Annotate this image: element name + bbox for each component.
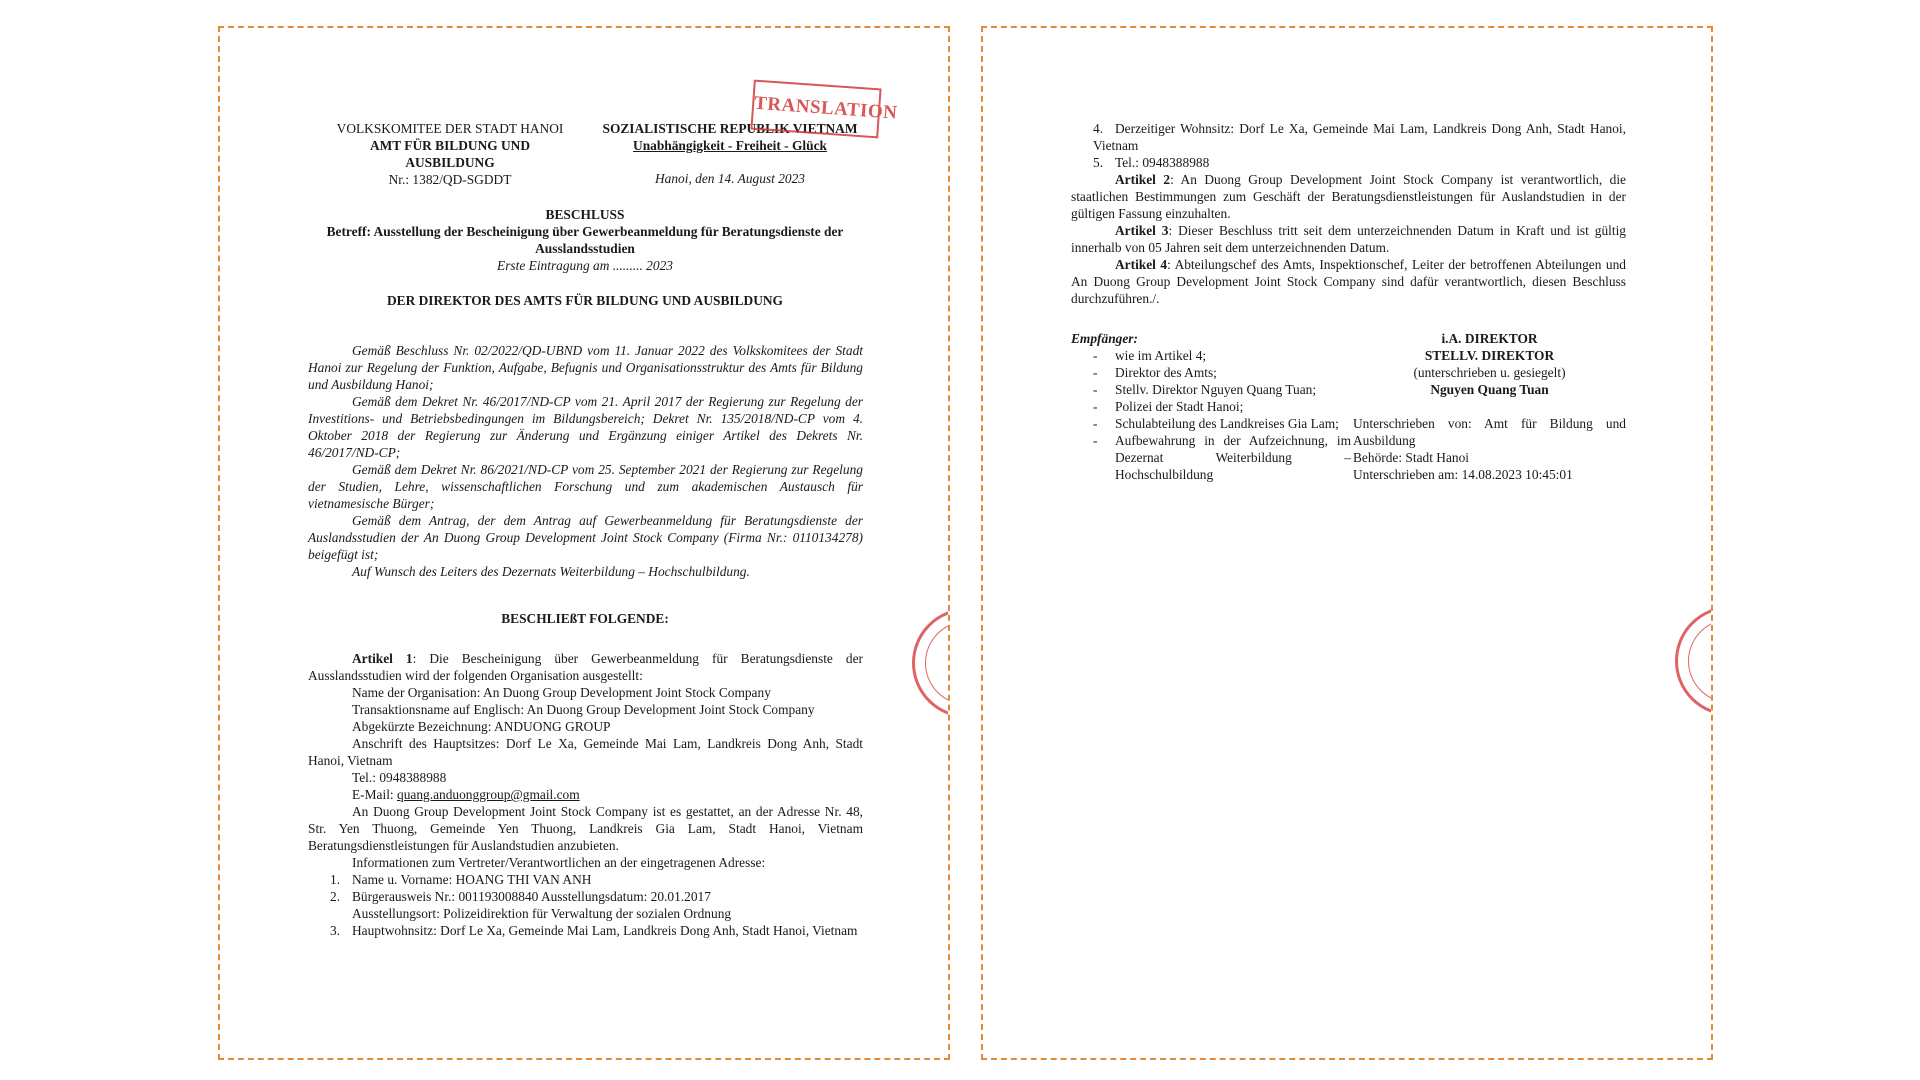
list-item [308,888,863,905]
list-item [1071,154,1626,171]
list-text: Hauptwohnsitz: Dorf Le Xa, Gemeinde Mai Lam, Landkreis Dong Anh, Stadt Hanoi, Vietnam [352,923,858,938]
permitted-address: An Duong Group Development Joint Stock Company ist es gestattet, an der Adresse Nr. 48, Str. Yen Thuong, Gemeinde Yen Thuong, Landkreis Gia Lam, Stadt Hanoi, Vietnam Beratungsdienstleistungen für Auslandstudien anzubieten. [308,804,863,853]
document-title: BESCHLUSS [545,207,625,222]
telephone: Tel.: 0948388988 [352,770,447,785]
list-number: 2. [330,889,341,904]
preamble-paragraph: Auf Wunsch des Leiters des Dezernats Weiterbildung – Hochschulbildung. [352,564,750,579]
article-2 [1071,171,1626,222]
list-item [308,922,863,939]
preamble [308,342,863,580]
signer-title-1: i.A. DIREKTOR [1441,331,1538,346]
issuer-line-3: AUSBILDUNG [405,155,495,170]
article-4-text: : Abteilungschef des Amts, Inspektionschef, Leiter der betroffenen Abteilungen und An Duong Group Development Joint Stock Company sind dafür verantwortlich, diesen Beschluss durchzuführen./. [1071,257,1626,306]
trade-name: Transaktionsname auf Englisch: An Duong Group Development Joint Stock Company [352,702,815,717]
article-3-label: Artikel 3 [1115,223,1169,238]
list-item: - wie im Artikel 4; [1071,347,1351,364]
preamble-paragraph: Gemäß Beschluss Nr. 02/2022/QD-UBND vom 11. Januar 2022 des Volkskomitees der Stadt Hanoi zur Regelung der Funktion, Aufgabe, Befugnis und Organisationsstruktur des Amts für Bildung und Ausbildung Hanoi; [308,343,863,392]
list-item: - Polizei der Stadt Hanoi; [1071,398,1351,415]
article-2-label: Artikel 2 [1115,172,1171,187]
document-page-left [218,26,950,1060]
signer-note: (unterschrieben u. gesiegelt) [1413,365,1566,380]
list-item [1071,120,1626,154]
article-1 [308,650,863,939]
list-number: 4. [1093,121,1104,136]
state-name: SOZIALISTISCHE REPUBLIK VIETNAM [602,121,858,136]
translation-stamp: TRANSLATION [750,80,881,139]
official-seal-icon [1675,606,1713,716]
email-line [308,786,863,803]
first-registration: Erste Eintragung am ......... 2023 [497,258,673,273]
email-label: E-Mail: [352,787,397,802]
preamble-paragraph: Gemäß dem Dekret Nr. 46/2017/ND-CP vom 21. April 2017 der Regierung zur Regelung der Investitions- und Betriebsbedingungen im Bildungsbereich; Dekret Nr. 135/2018/ND-CP vom 4. Oktober 2018 der Regierung zur Änderung und Ergänzung einiger Artikel des Dekrets Nr. 46/2017/ND-CP; [308,394,863,460]
issuer-header [320,120,580,188]
abbreviation: Abgekürzte Bezeichnung: ANDUONG GROUP [352,719,611,734]
issuer-line-1: VOLKSKOMITEE DER STADT HANOI [336,121,564,136]
decision-number: Nr.: 1382/QD-SGDDT [388,172,512,187]
decides-heading: BESCHLIEßT FOLGENDE: [501,611,669,626]
article-4-label: Artikel 4 [1115,257,1168,272]
director-heading: DER DIREKTOR DES AMTS FÜR BILDUNG UND AUSBILDUNG [387,293,783,308]
article-1-intro [308,650,863,684]
list-number: 1. [330,872,341,887]
recipients-list [1071,347,1351,483]
list-text: Name u. Vorname: HOANG THI VAN ANH [352,872,592,887]
representative-info: Informationen zum Vertreter/Verantwortlichen an der eingetragenen Adresse: [352,855,766,870]
recipients [1071,330,1351,483]
title-block [290,206,880,274]
article-2-text: : An Duong Group Development Joint Stock Company ist verantwortlich, die staatlichen Bestimmungen zum Geschäft der Beratungsdienstleistungen für Auslandstudien in der gültigen Fassung einzuhalten. [1071,172,1626,221]
head-office-address: Anschrift des Hauptsitzes: Dorf Le Xa, Gemeinde Mai Lam, Landkreis Dong Anh, Stadt Hanoi, Vietnam [308,736,863,768]
issuer-line-2: AMT FÜR BILDUNG UND [369,138,531,153]
article-1-label: Artikel 1 [352,651,413,666]
article-1-intro-text: : Die Bescheinigung über Gewerbeanmeldung für Beratungsdienste der Ausslandsstudien wird der folgenden Organisation ausgestellt: [308,651,863,683]
official-seal-icon [912,608,950,718]
state-motto: Unabhängigkeit - Freiheit - Glück [633,138,827,153]
list-text: Derzeitiger Wohnsitz: Dorf Le Xa, Gemeinde Mai Lam, Landkreis Dong Anh, Stadt Hanoi, Vietnam [1093,121,1626,153]
org-name: Name der Organisation: An Duong Group Development Joint Stock Company [352,685,771,700]
list-text: Bürgerausweis Nr.: 001193008840 Ausstellungsdatum: 20.01.2017 [352,889,711,904]
list-item: Ausstellungsort: Polizeidirektion für Verwaltung der sozialen Ordnung [352,906,732,921]
recipients-label: Empfänger: [1071,331,1138,346]
signer-title-2: STELLV. DIREKTOR [1424,348,1555,363]
list-item [308,871,863,888]
list-item: - Aufbewahrung in der Aufzeichnung, im Dezernat Weiterbildung – Hochschulbildung [1071,432,1351,483]
article-4 [1071,256,1626,307]
document-page-right [981,26,1713,1060]
list-item: - Direktor des Amts; [1071,364,1351,381]
list-text: Tel.: 0948388988 [1115,155,1210,170]
article-3 [1071,222,1626,256]
list-number: 3. [330,923,341,938]
article-3-text: : Dieser Beschluss tritt seit dem unterzeichnenden Datum in Kraft und ist gültig innerhalb von 05 Jahren seit dem unterzeichnenden Datum. [1071,223,1626,255]
signed-by: Unterschrieben von: Amt für Bildung und Ausbildung [1353,416,1626,448]
list-item: - Stellv. Direktor Nguyen Quang Tuan; [1071,381,1351,398]
signed-at: Unterschrieben am: 14.08.2023 10:45:01 [1353,467,1573,482]
list-number: 5. [1093,155,1104,170]
signer-name: Nguyen Quang Tuan [1430,382,1549,397]
signing-authority: Behörde: Stadt Hanoi [1353,450,1470,465]
signature-block [1353,330,1626,483]
document-subject: Betreff: Ausstellung der Bescheinigung über Gewerbeanmeldung für Beratungsdienste der Ausslandsstudien [326,224,844,256]
articles-continued [1071,120,1626,307]
list-item: - Schulabteilung des Landkreises Gia Lam; [1071,415,1351,432]
preamble-paragraph: Gemäß dem Dekret Nr. 86/2021/ND-CP vom 25. September 2021 der Regierung zur Regelung der Studien, Lehre, wissenschaftlichen Forschung und zum akademischen Austausch für vietnamesische Bürger; [308,462,863,511]
issue-date: Hanoi, den 14. August 2023 [654,171,806,186]
preamble-paragraph: Gemäß dem Antrag, der dem Antrag auf Gewerbeanmeldung für Beratungsdienste der Auslandsstudien der An Duong Group Development Joint Stock Company (Firma Nr.: 0110134278) beigefügt ist; [308,513,863,562]
email-link[interactable]: quang.anduonggroup@gmail.com [397,787,580,802]
